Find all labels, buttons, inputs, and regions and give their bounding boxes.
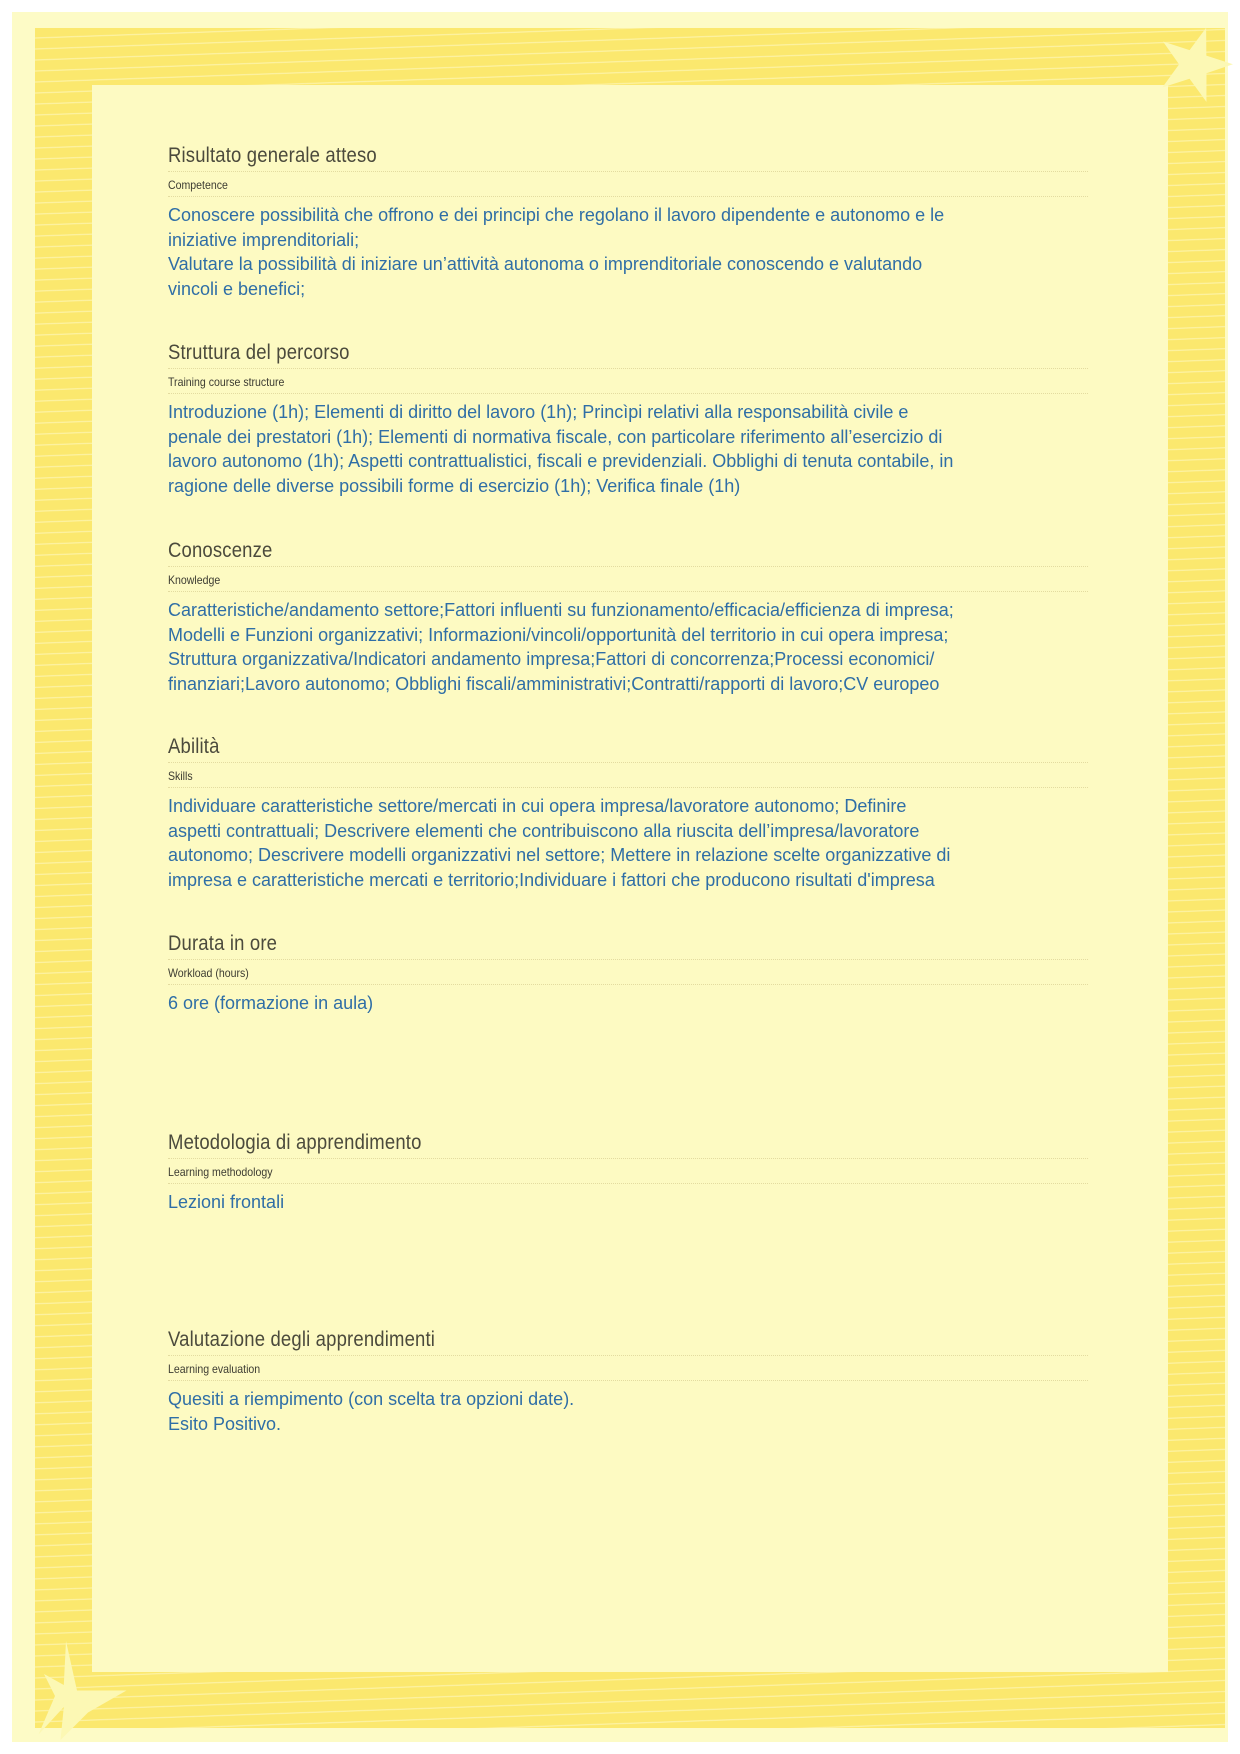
- section-body: [168, 203, 1088, 301]
- section-abilita: [168, 734, 1088, 892]
- section-metodologia-di-apprendimento: [168, 1130, 1088, 1215]
- body-line: vincoli e benefici;: [168, 278, 306, 299]
- body-line: Conoscere possibilità che offrono e dei principi che regolano il lavoro dipendente e autonomo e le: [168, 205, 945, 225]
- dotted-divider: [168, 591, 1088, 592]
- section-body: [168, 794, 1088, 892]
- body-line: impresa e caratteristiche mercati e territorio;Individuare i fattori che producono risultati d'impresa: [168, 869, 935, 890]
- body-line: Modelli e Funzioni organizzativi; Informazioni/vincoli/opportunità del territorio in cui opera impresa;: [168, 624, 949, 645]
- section-conoscenze: [168, 538, 1088, 696]
- body-line: Lezioni frontali: [168, 1192, 285, 1212]
- section-title: Abilità: [168, 735, 220, 758]
- section-risultato-generale-atteso: [168, 143, 1088, 301]
- body-line: aspetti contrattuali; Descrivere elementi che contribuiscono alla riuscita dell’impresa/lavoratore: [168, 820, 920, 841]
- dotted-divider: [168, 762, 1088, 763]
- body-line: Quesiti a riempimento (con scelta tra opzioni date).: [168, 1389, 575, 1409]
- section-body: [168, 400, 1088, 498]
- body-line: penale dei prestatori (1h); Elementi di normativa fiscale, con particolare riferimento all’esercizio di: [168, 426, 943, 447]
- dotted-divider: [168, 787, 1088, 788]
- dotted-divider: [168, 196, 1088, 197]
- body-line: finanziari;Lavoro autonomo; Obblighi fiscali/amministrativi;Contratti/rapporti di lavoro;CV europeo: [168, 673, 940, 694]
- dotted-divider: [168, 368, 1088, 369]
- section-title: Metodologia di apprendimento: [168, 1131, 422, 1154]
- body-line: Caratteristiche/andamento settore;Fattori influenti su funzionamento/efficacia/efficienza di impresa;: [168, 600, 954, 620]
- section-body: [168, 1387, 1088, 1436]
- section-subtitle: Learning methodology: [168, 1165, 273, 1179]
- body-line: Struttura organizzativa/Indicatori andamento impresa;Fattori di concorrenza;Processi economici/: [168, 649, 935, 669]
- dotted-divider: [168, 984, 1088, 985]
- section-title: Durata in ore: [168, 932, 278, 955]
- section-subtitle: Learning evaluation: [168, 1362, 261, 1376]
- dotted-divider: [168, 1355, 1088, 1356]
- section-title: Conoscenze: [168, 539, 273, 562]
- section-subtitle: Workload (hours): [168, 966, 249, 980]
- body-line: ragione delle diverse possibili forme di esercizio (1h); Verifica finale (1h): [168, 475, 741, 496]
- section-subtitle: Competence: [168, 178, 228, 192]
- section-subtitle: Skills: [168, 769, 193, 783]
- section-body: [168, 598, 1088, 696]
- dotted-divider: [168, 1183, 1088, 1184]
- star-icon-bottom-left: [28, 1630, 148, 1740]
- section-durata-in-ore: [168, 931, 1088, 1016]
- body-line: Esito Positivo.: [168, 1413, 282, 1434]
- dotted-divider: [168, 171, 1088, 172]
- dotted-divider: [168, 1380, 1088, 1381]
- dotted-divider: [168, 566, 1088, 567]
- section-body: [168, 991, 1088, 1016]
- body-line: Introduzione (1h); Elementi di diritto del lavoro (1h); Princìpi relativi alla responsabilità civile e: [168, 402, 909, 422]
- section-struttura-del-percorso: [168, 340, 1088, 498]
- body-line: autonomo; Descrivere modelli organizzativi nel settore; Mettere in relazione scelte organizzative di: [168, 845, 951, 865]
- dotted-divider: [168, 959, 1088, 960]
- dotted-divider: [168, 393, 1088, 394]
- star-icon-top-right: [1155, 22, 1235, 102]
- section-title: Struttura del percorso: [168, 341, 350, 364]
- section-title: Risultato generale atteso: [168, 144, 377, 167]
- body-line: Individuare caratteristiche settore/mercati in cui opera impresa/lavoratore autonomo; Definire: [168, 796, 907, 816]
- body-line: 6 ore (formazione in aula): [168, 993, 374, 1013]
- section-valutazione-degli-apprendimenti: [168, 1327, 1088, 1436]
- section-subtitle: Knowledge: [168, 573, 221, 587]
- body-line: Valutare la possibilità di iniziare un’attività autonoma o imprenditoriale conoscendo e valutando: [168, 254, 923, 274]
- body-line: iniziative imprenditoriali;: [168, 229, 360, 250]
- section-subtitle: Training course structure: [168, 375, 285, 389]
- section-title: Valutazione degli apprendimenti: [168, 1328, 436, 1351]
- section-body: [168, 1190, 1088, 1215]
- dotted-divider: [168, 1158, 1088, 1159]
- body-line: lavoro autonomo (1h); Aspetti contrattualistici, fiscali e previdenziali. Obblighi di tenuta contabile, in: [168, 451, 954, 471]
